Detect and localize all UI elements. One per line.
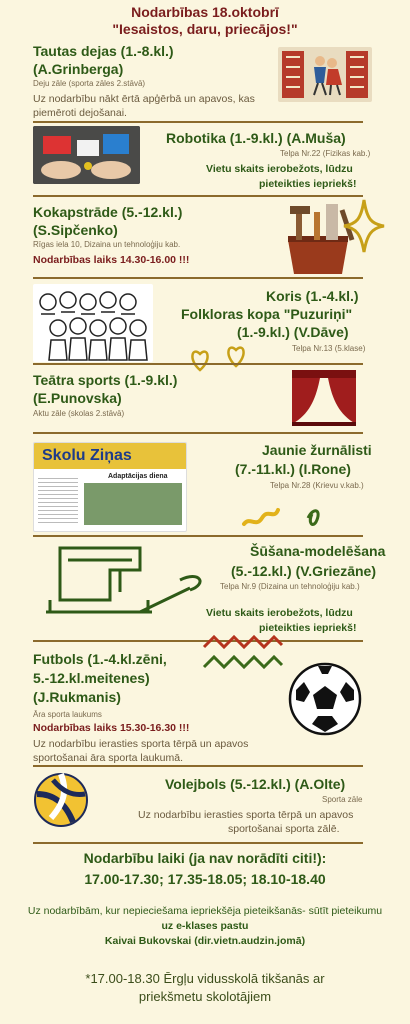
teatra-title: Teātra sports (1.-9.kl.) (33, 372, 178, 388)
divider (33, 765, 363, 767)
divider (33, 640, 363, 642)
volejbols-desc-2: sportošanai sporta zālē. (228, 823, 340, 835)
divider (33, 195, 363, 197)
footer-text-2: uz e-klases pastu (161, 920, 249, 932)
page-subtitle: "Iesaistos, daru, priecājos!" (112, 21, 298, 37)
page-title: Nodarbības 18.oktobrī (131, 4, 279, 20)
folk-dance-image (278, 47, 372, 102)
final-note: *17.00-18.30 Ērgļu vidusskolā tikšanās ar (85, 971, 325, 986)
futbols-desc-2: sportošanai āra sporta laukumā. (33, 752, 183, 764)
kokapstrade-time: Nodarbības laiks 14.30-16.00 !!! (33, 254, 190, 266)
tautas-dejas-title: Tautas dejas (1.-8.kl.) (33, 43, 174, 59)
robotika-note-2: pieteikties iepriekš! (259, 178, 357, 190)
choir-image (33, 284, 153, 362)
susana-location: Telpa Nr.9 (Dizaina un tehnoloģiju kab.) (220, 582, 360, 591)
futbols-teacher: (J.Rukmanis) (33, 689, 121, 705)
koris-folklore: Folkloras kopa "Puzuriņi" (181, 306, 353, 322)
footer-contact: Kaivai Bukovskai (dir.vietn.audzin.jomā) (104, 935, 306, 947)
divider (33, 121, 363, 123)
tautas-dejas-desc: Uz nodarbību nākt ērtā apģērbā un apavos, kas (33, 93, 255, 105)
teatra-location: Aktu zāle (skolas 2.stāvā) (33, 409, 125, 418)
divider (33, 432, 363, 434)
divider (33, 842, 363, 844)
newspaper-headline: Adaptācijas diena (108, 473, 168, 480)
koris-title: Koris (1.-4.kl.) (266, 288, 359, 304)
star-icon (342, 196, 387, 256)
volejbols-location: Sporta zāle (322, 795, 363, 804)
zigzag-icon (202, 633, 284, 677)
tautas-dejas-teacher: (A.Grinberga) (33, 61, 124, 77)
times-title: Nodarbību laiki (ja nav norādīti citi!): (83, 850, 327, 866)
hearts-icon (190, 340, 250, 374)
zurnalisti-location: Telpa Nr.28 (Krievu v.kab.) (270, 481, 364, 490)
susana-title: Šūšana-modelēšana (250, 543, 386, 559)
tautas-dejas-desc-2: piemēroti dejošanai. (33, 107, 127, 119)
footer-text: Uz nodarbībām, kur nepieciešama iepriekšēja pieteikšanās- sūtīt pieteikumu (27, 905, 383, 917)
robotics-image (33, 126, 140, 184)
susana-note-2: pieteikties iepriekš! (259, 622, 357, 634)
final-note-2: priekšmetu skolotājiem (138, 989, 272, 1004)
susana-note: Vietu skaits ierobežots, lūdzu (206, 607, 353, 619)
zurnalisti-teacher: (7.-11.kl.) (I.Rone) (235, 461, 351, 477)
sewing-machine-icon (40, 540, 210, 622)
futbols-time: Nodarbības laiks 15.30-16.30 !!! (33, 722, 190, 734)
divider (33, 535, 363, 537)
confetti-icon (238, 488, 338, 530)
volejbols-title: Volejbols (5.-12.kl.) (A.Olte) (165, 776, 346, 792)
kokapstrade-teacher: (S.Sipčenko) (33, 222, 118, 238)
koris-location: Telpa Nr.13 (5.klase) (292, 344, 366, 353)
divider (33, 363, 363, 365)
soccer-ball-icon (288, 662, 362, 736)
volejbols-desc: Uz nodarbību ierasties sporta tērpā un apavos (138, 809, 354, 821)
futbols-title-2: 5.-12.kl.meitenes) (33, 670, 150, 686)
newspaper-logo: Skolu Ziņas (42, 447, 132, 464)
robotika-title: Robotika (1.-9.kl.) (A.Muša) (166, 130, 346, 146)
futbols-location: Āra sporta laukums (33, 710, 102, 719)
newspaper-image (33, 442, 187, 532)
theatre-curtain-icon (290, 368, 358, 428)
tautas-dejas-location: Deju zāle (sporta zāles 2.stāvā) (33, 79, 146, 88)
koris-teacher: (1.-9.kl.) (V.Dāve) (237, 324, 349, 340)
futbols-title: Futbols (1.-4.kl.zēni, (33, 651, 167, 667)
times-value: 17.00-17.30; 17.35-18.05; 18.10-18.40 (84, 871, 326, 887)
volleyball-icon (33, 772, 89, 828)
zurnalisti-title: Jaunie žurnālisti (262, 442, 372, 458)
kokapstrade-title: Kokapstrāde (5.-12.kl.) (33, 204, 183, 220)
teatra-teacher: (E.Punovska) (33, 390, 122, 406)
robotika-note: Vietu skaits ierobežots, lūdzu (206, 163, 353, 175)
susana-teacher: (5.-12.kl.) (V.Griezāne) (231, 563, 376, 579)
futbols-desc: Uz nodarbību ierasties sporta tērpā un apavos (33, 738, 249, 750)
kokapstrade-location: Rīgas iela 10, Dizaina un tehnoloģiju kab. (33, 240, 181, 249)
robotika-location: Telpa Nr.22 (Fizikas kab.) (280, 149, 371, 158)
divider (33, 277, 363, 279)
